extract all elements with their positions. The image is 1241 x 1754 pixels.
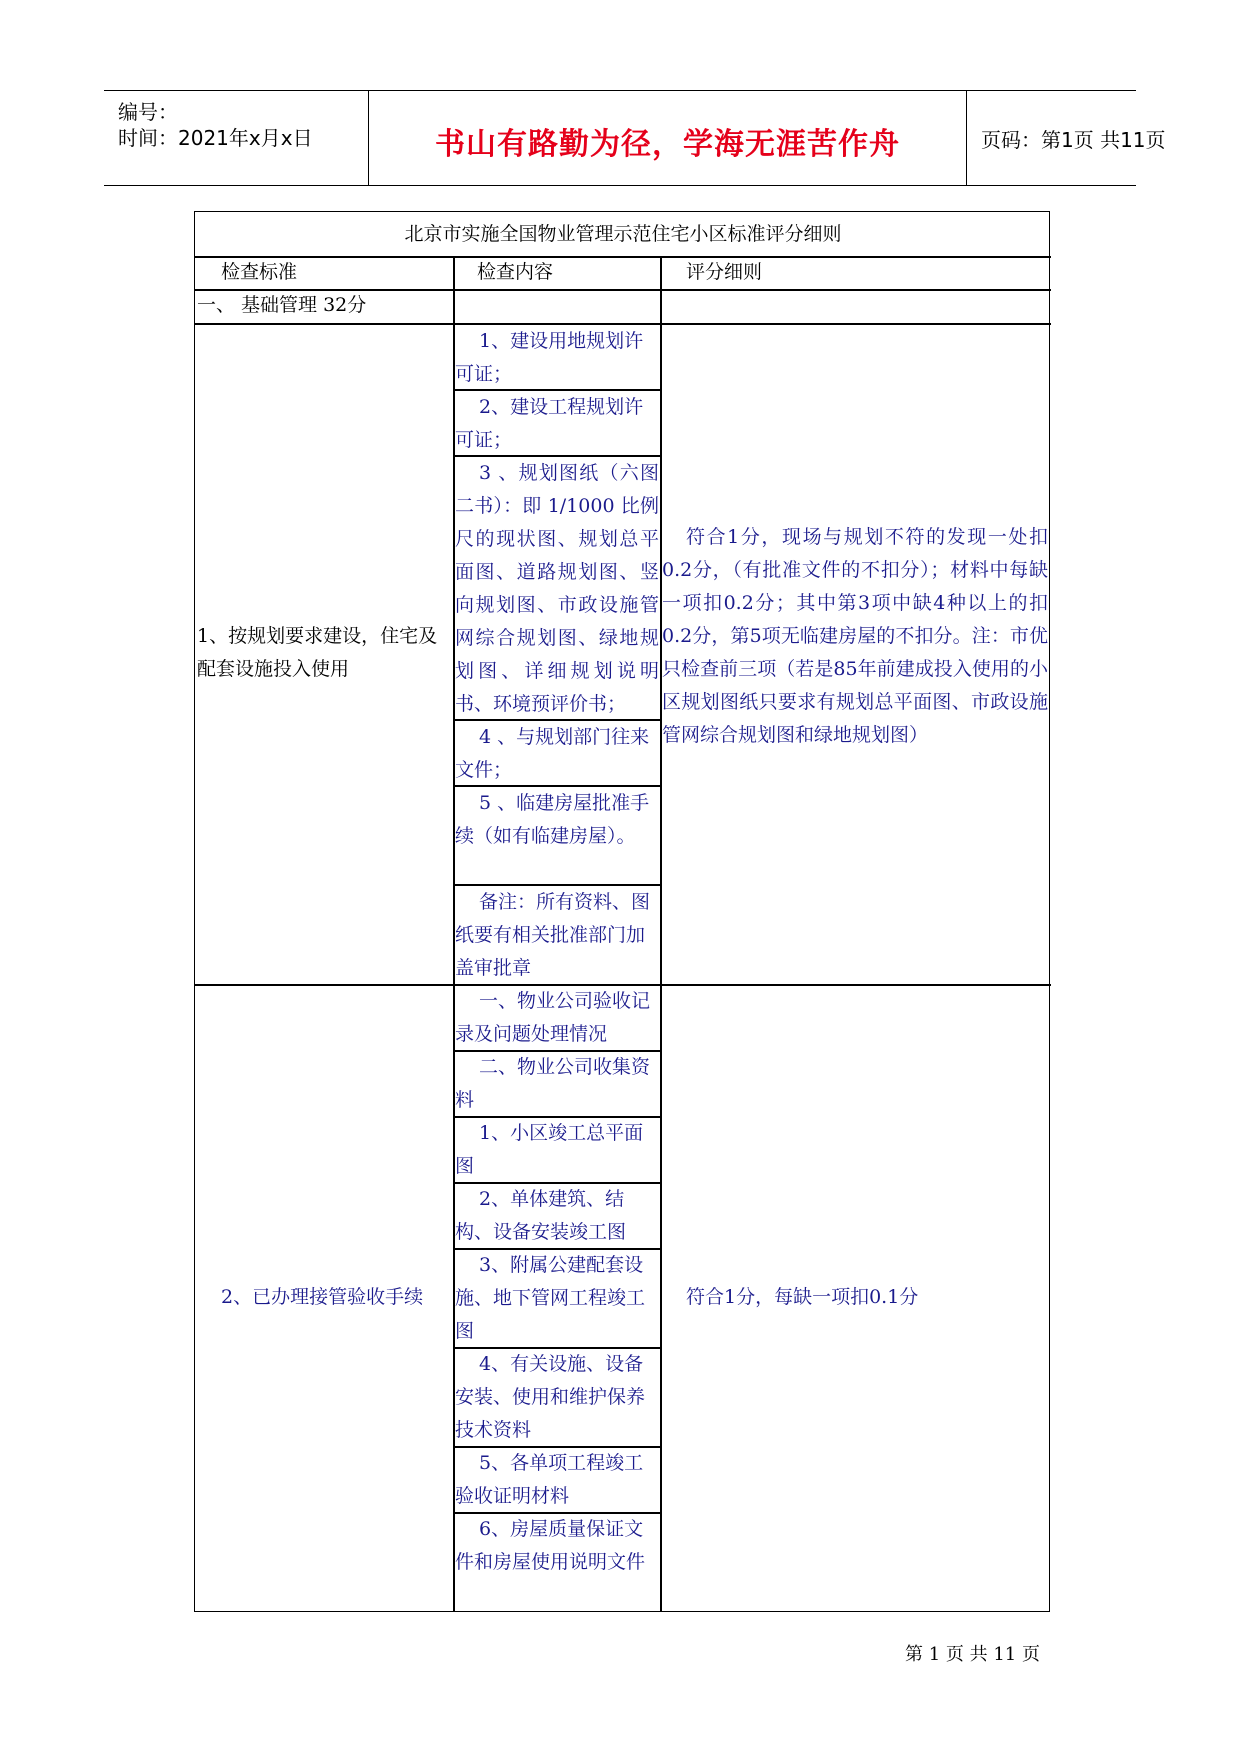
row1-standard: 1、按规划要求建设，住宅及配套设施投入使用 bbox=[197, 625, 438, 680]
rule-title bbox=[195, 256, 1051, 258]
row1-content-4: 4 、与规划部门往来文件； bbox=[455, 726, 650, 781]
page-footer: 第 1 页 共 11 页 bbox=[905, 1644, 1040, 1665]
rule-col2 bbox=[660, 256, 662, 1612]
row1-content-2: 2、建设工程规划许可证； bbox=[455, 396, 644, 451]
col-header-content: 检查内容 bbox=[477, 261, 554, 283]
row2-content-6: 4、有关设施、设备安装、使用和维护保养技术资料 bbox=[455, 1353, 646, 1441]
page-header bbox=[104, 90, 1166, 186]
row2-standard: 2、已办理接管验收手续 bbox=[221, 1286, 424, 1308]
header-left-cell bbox=[104, 91, 369, 185]
motto: 书山有路勤为径，学海无涯苦作舟 bbox=[435, 127, 900, 162]
header-center-cell bbox=[369, 91, 967, 185]
row2-content-1: 一、物业公司验收记录及问题处理情况 bbox=[455, 990, 651, 1045]
page-label: 页码：第1页 共11页 bbox=[981, 128, 1166, 152]
row2-content-8: 6、房屋质量保证文件和房屋使用说明文件 bbox=[455, 1518, 646, 1573]
row2-content-3: 1、小区竣工总平面图 bbox=[455, 1122, 644, 1177]
col-header-standard: 检查标准 bbox=[221, 261, 298, 283]
row1-remark: 备注：所有资料、图纸要有相关批准部门加盖审批章 bbox=[455, 891, 651, 979]
col-header-scoring: 评分细则 bbox=[686, 261, 763, 283]
time-label: 时间：2021年x月x日 bbox=[118, 126, 313, 150]
row2-content-4: 2、单体建筑、结构、设备安装竣工图 bbox=[455, 1188, 627, 1243]
row1-content-1: 1、建设用地规划许可证； bbox=[455, 330, 644, 385]
row2-content-7: 5、各单项工程竣工验收证明材料 bbox=[455, 1452, 644, 1507]
scoring-table bbox=[194, 211, 1050, 1612]
row1-content-5: 5 、临建房屋批准手续（如有临建房屋）。 bbox=[455, 792, 650, 847]
row1-content-3: 3 、规划图纸（六图二书）：即 1/1000 比例尺的现状图、规划总平面图、道路规划图、竖向规划图、市政设施管网综合规划图、绿地规划图、详细规划说明书、环境预评价书； bbox=[455, 462, 659, 715]
row1-scoring: 符合1分，现场与规划不符的发现一处扣0.2分，（有批准文件的不扣分）；材料中每缺一项扣0.2分；其中第3项中缺4种以上的扣0.2分，第5项无临建房屋的不扣分。注：市优只检查前三项（若是85年前建成投入使用的小区规划图纸只要求有规划总平面图、市政设施管网综合规划图和绿地规划图） bbox=[662, 526, 1048, 746]
header-right-cell bbox=[967, 91, 1166, 185]
table-title: 北京市实施全国物业管理示范住宅小区标准评分细则 bbox=[404, 223, 842, 245]
section-title: 一、 基础管理 32分 bbox=[197, 294, 367, 316]
row2-content-2: 二、物业公司收集资料 bbox=[455, 1056, 651, 1111]
row2-content-5: 3、附属公建配套设施、地下管网工程竣工图 bbox=[455, 1254, 646, 1342]
row2-scoring: 符合1分，每缺一项扣0.1分 bbox=[686, 1286, 919, 1308]
serial-label: 编号： bbox=[118, 100, 178, 124]
